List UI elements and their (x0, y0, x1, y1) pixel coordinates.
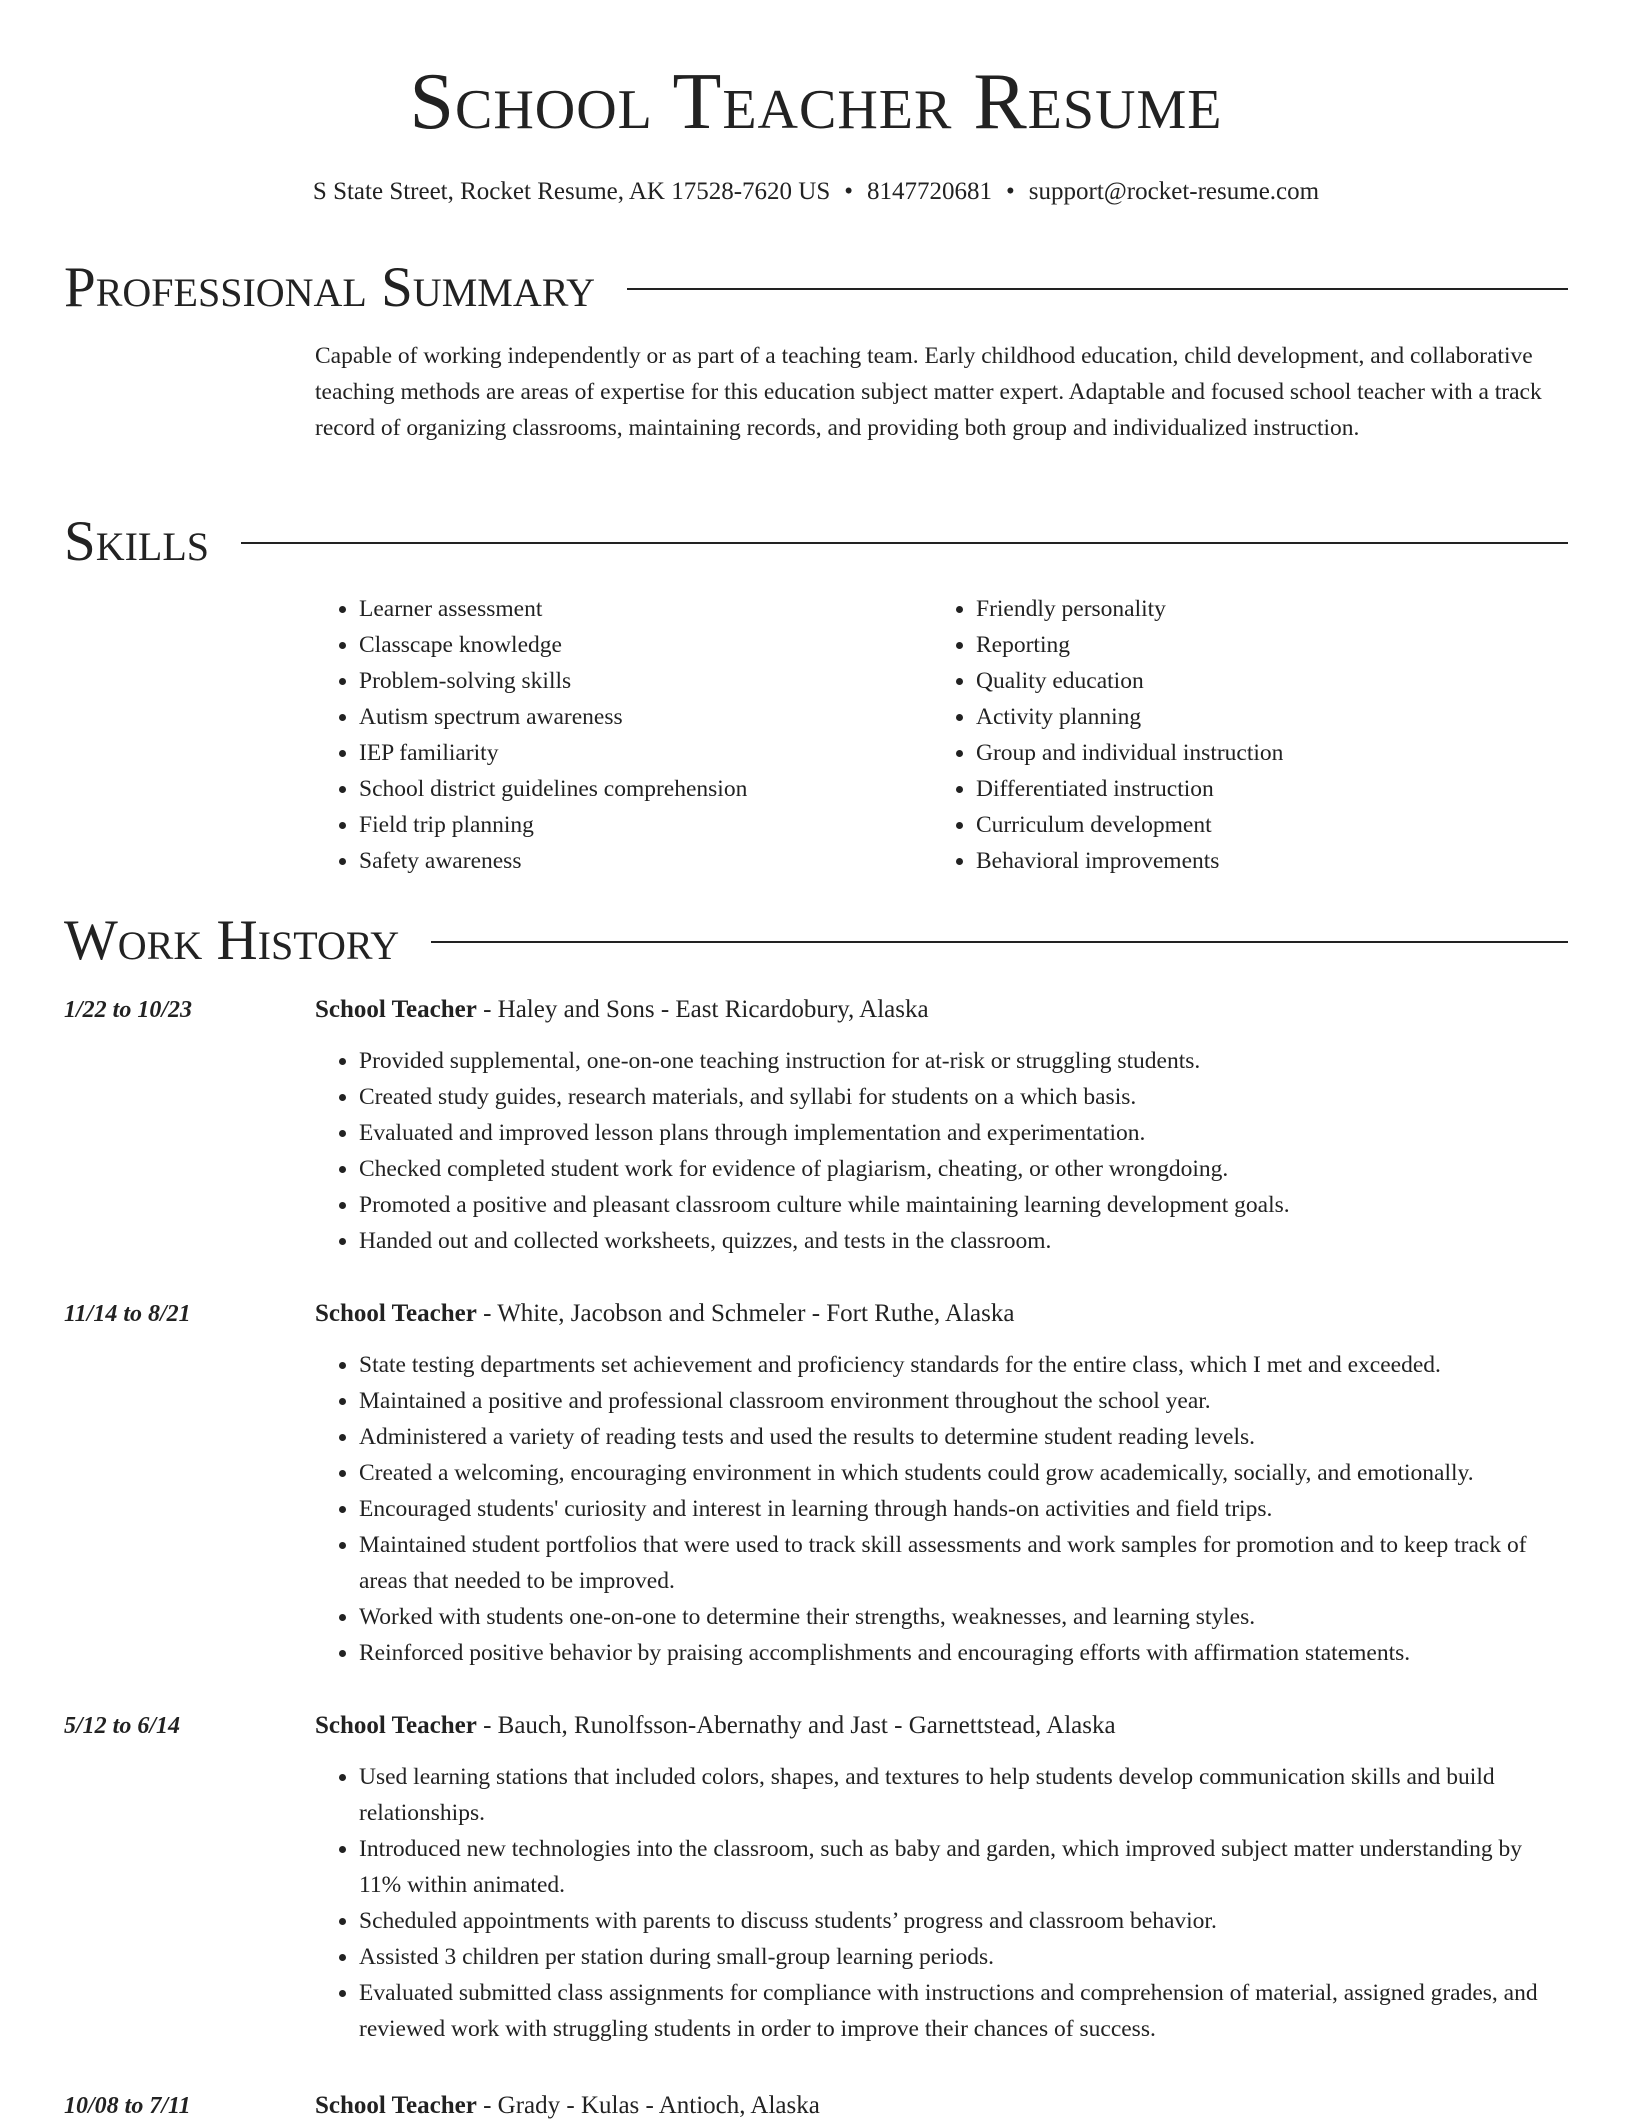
contact-line (0, 176, 1632, 208)
skill-item: • Group and individual instruction (976, 735, 1549, 771)
skills-heading: Skills (64, 510, 210, 573)
skills-column-right (932, 591, 1549, 879)
job-bullet: • Maintained a positive and professional classroom environment throughout the school year. (359, 1383, 1568, 1419)
skills-section-header (64, 508, 1568, 576)
contact-phone: 8147720681 (867, 178, 993, 205)
resume-title: School Teacher Resume (409, 58, 1223, 146)
skill-item: • Quality education (976, 663, 1549, 699)
job-role: School Teacher (315, 1300, 477, 1327)
summary-heading: Professional Summary (64, 256, 596, 319)
skill-item: • Problem-solving skills (359, 663, 932, 699)
job-employer: - Bauch, Runolfsson-Abernathy and Jast - Garnettstead, Alaska (476, 1712, 1116, 1739)
job-role: School Teacher (315, 996, 477, 1023)
job-dates: 5/12 to 6/14 (64, 1713, 181, 1739)
job-bullet: • Introduced new technologies into the classroom, such as baby and garden, which improved subject matter understanding by 11% within animated. (359, 1831, 1568, 1903)
work-section-header (64, 907, 1568, 975)
job-bullet: • Maintained student portfolios that were used to track skill assessments and work samples for promotion and to keep track of areas that needed to be improved. (359, 1527, 1568, 1599)
job-employer: - White, Jacobson and Schmeler - Fort Ruthe, Alaska (476, 1300, 1015, 1327)
skill-item: • Friendly personality (976, 591, 1549, 627)
job-employer: - Grady - Kulas - Antioch, Alaska (476, 2092, 820, 2119)
job-bullet: • Promoted a positive and pleasant classroom culture while maintaining learning development goals. (359, 1187, 1568, 1223)
skill-item: • Safety awareness (359, 843, 932, 879)
skill-item: • School district guidelines comprehension (359, 771, 932, 807)
job-bullet: • Created study guides, research materials, and syllabi for students on a which basis. (359, 1079, 1568, 1115)
skills-column-left (315, 591, 932, 879)
skill-item: • Reporting (976, 627, 1549, 663)
skill-item: • Behavioral improvements (976, 843, 1549, 879)
job-bullet: • Evaluated submitted class assignments for compliance with instructions and comprehension of material, assigned grades, and reviewed work with struggling students in order to improve their chances of success. (359, 1975, 1568, 2047)
contact-separator: • (844, 178, 854, 205)
job-dates: 10/08 to 7/11 (64, 2093, 191, 2119)
job-bullet: • Administered a variety of reading tests and used the results to determine student reading levels. (359, 1419, 1568, 1455)
section-divider (241, 542, 1568, 544)
job-heading (315, 1296, 1014, 1332)
job-bullet: • Handed out and collected worksheets, quizzes, and tests in the classroom. (359, 1223, 1568, 1259)
job-bullets (315, 1759, 1568, 2047)
skill-item: • IEP familiarity (359, 735, 932, 771)
section-divider (431, 941, 1568, 943)
job-bullet: • Scheduled appointments with parents to discuss students’ progress and classroom behavior. (359, 1903, 1568, 1939)
contact-address: S State Street, Rocket Resume, AK 17528-7620 US (312, 178, 831, 205)
contact-email: support@rocket-resume.com (1028, 178, 1320, 205)
job-bullet: • Evaluated and improved lesson plans through implementation and experimentation. (359, 1115, 1568, 1151)
skill-item: • Learner assessment (359, 591, 932, 627)
job-role: School Teacher (315, 2092, 477, 2119)
skill-item: • Activity planning (976, 699, 1549, 735)
contact-separator: • (1006, 178, 1015, 205)
job-bullet: • Used learning stations that included colors, shapes, and textures to help students develop communication skills and build relationships. (359, 1759, 1568, 1831)
job-heading (315, 992, 929, 1028)
job-bullet: • State testing departments set achievement and proficiency standards for the entire class, which I met and exceeded. (359, 1347, 1568, 1383)
skill-item: • Curriculum development (976, 807, 1549, 843)
job-role: School Teacher (315, 1712, 477, 1739)
skills-list (315, 591, 1568, 879)
job-bullet: • Created a welcoming, encouraging environment in which students could grow academically, socially, and emotionally. (359, 1455, 1568, 1491)
job-bullet: • Encouraged students' curiosity and interest in learning through hands-on activities and field trips. (359, 1491, 1568, 1527)
section-divider (627, 288, 1568, 290)
job-dates: 11/14 to 8/21 (64, 1301, 191, 1327)
job-heading (315, 2088, 820, 2124)
job-bullet: • Reinforced positive behavior by praising accomplishments and encouraging efforts with affirmation statements. (359, 1635, 1568, 1671)
summary-text: Capable of working independently or as part of a teaching team. Early childhood education, child development, and collaborative teaching methods are areas of expertise for this education subject matter expert. Adaptable and focused school teacher with a track record of organizing classrooms, maintaining records, and providing both group and individualized instruction. (315, 343, 1542, 441)
job-dates: 1/22 to 10/23 (64, 997, 193, 1023)
job-bullet: • Assisted 3 children per station during small-group learning periods. (359, 1939, 1568, 1975)
summary-section-header (64, 254, 1568, 322)
skill-item: • Differentiated instruction (976, 771, 1549, 807)
work-heading: Work History (64, 909, 400, 972)
job-bullets (315, 1347, 1568, 1671)
skill-item: • Classcape knowledge (359, 627, 932, 663)
job-bullet: • Checked completed student work for evidence of plagiarism, cheating, or other wrongdoing. (359, 1151, 1568, 1187)
job-bullets (315, 1043, 1568, 1259)
skill-item: • Field trip planning (359, 807, 932, 843)
job-bullet: • Provided supplemental, one-on-one teaching instruction for at-risk or struggling students. (359, 1043, 1568, 1079)
job-employer: - Haley and Sons - East Ricardobury, Alaska (476, 996, 929, 1023)
skill-item: • Autism spectrum awareness (359, 699, 932, 735)
job-bullet: • Worked with students one-on-one to determine their strengths, weaknesses, and learning styles. (359, 1599, 1568, 1635)
job-heading (315, 1708, 1116, 1744)
